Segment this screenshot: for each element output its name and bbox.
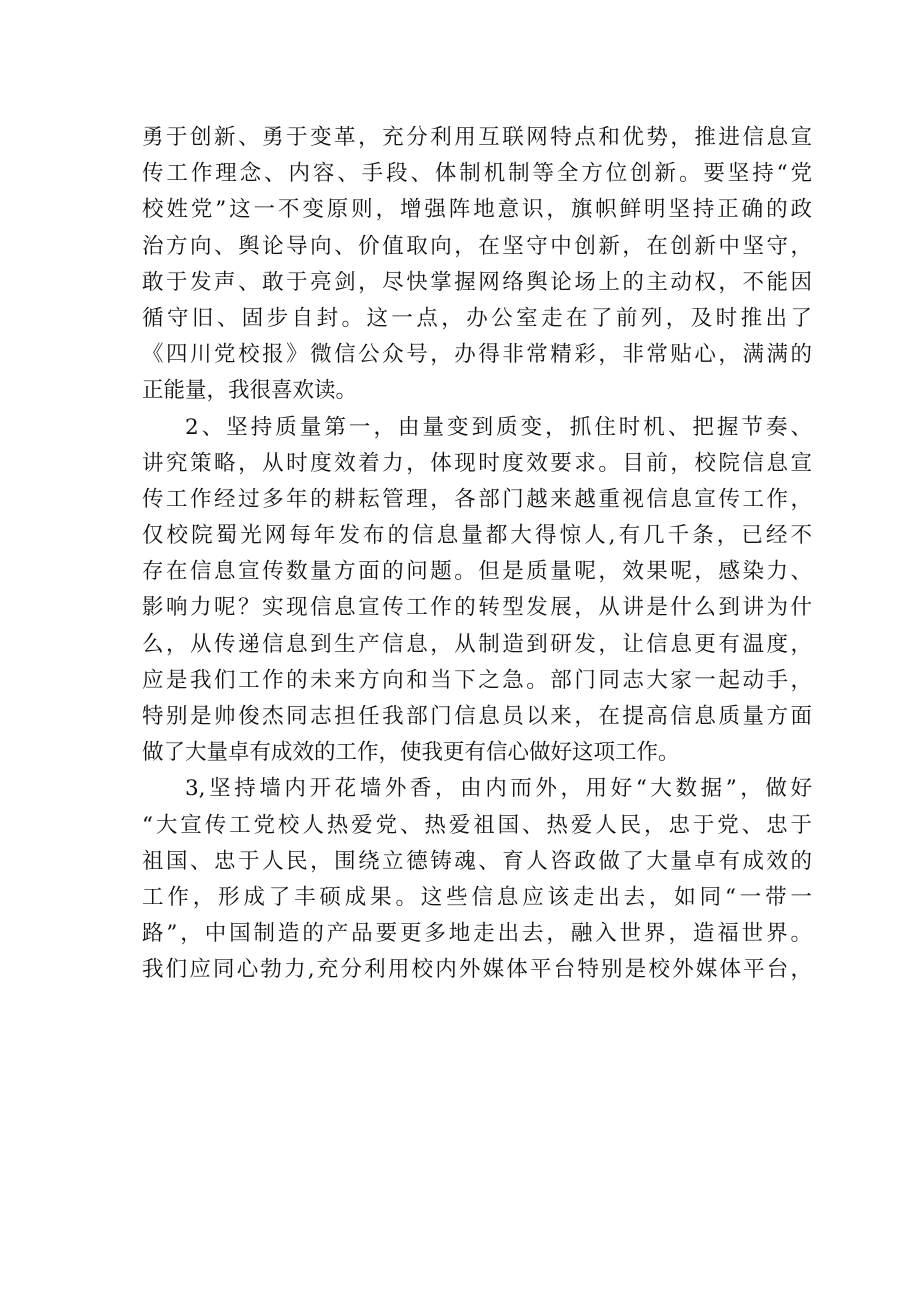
paragraph-2: [142, 410, 812, 772]
text-line: 应是我们工作的未来方向和当下之急。部门同志大家一起动手，: [142, 667, 812, 693]
text-line: 校姓党”这一不变原则，增强阵地意识，旗帜鲜明坚持正确的政: [142, 197, 812, 223]
text-line: 治方向、舆论导向、价值取向，在坚守中创新，在创新中坚守，: [142, 233, 812, 259]
paragraph-3: [142, 771, 812, 988]
text-line: 影响力呢？实现信息宣传工作的转型发展，从讲是什么到讲为什: [142, 595, 812, 621]
text-line: 存在信息宣传数量方面的问题。但是质量呢，效果呢，感染力、: [142, 559, 812, 585]
text-line: 祖国、忠于人民，围绕立德铸魂、育人咨政做了大量卓有成效的: [142, 848, 812, 874]
text-line: 勇于创新、勇于变革，充分利用互联网特点和优势，推进信息宣: [142, 125, 812, 150]
text-line: 2、坚持质量第一，由量变到质变，抓住时机、把握节奏、: [185, 414, 812, 440]
text-line: 特别是帅俊杰同志担任我部门信息员以来，在提高信息质量方面: [142, 704, 812, 729]
text-line: “大宣传工党校人热爱党、热爱祖国、热爱人民，忠于党、忠于: [142, 812, 812, 838]
text-line: 讲究策略，从时度效着力，体现时度效要求。目前，校院信息宣: [142, 450, 812, 476]
text-line: 《四川党校报》微信公众号，办得非常精彩，非常贴心，满满的: [142, 342, 812, 368]
text-line: 3,坚持墙内开花墙外香，由内而外，用好“大数据”，做好: [185, 776, 812, 802]
text-line: 做了大量卓有成效的工作，使我更有信心做好这项工作。: [142, 740, 680, 766]
text-line: 么，从传递信息到生产信息，从制造到研发，让信息更有温度，: [142, 631, 812, 657]
text-line: 循守旧、固步自封。这一点，办公室走在了前列，及时推出了: [142, 305, 812, 331]
text-line: 我们应同心勃力,充分利用校内外媒体平台特别是校外媒体平台，: [142, 957, 812, 983]
document-body: [142, 120, 812, 989]
text-line: 传工作理念、内容、手段、体制机制等全方位创新。要坚持“党: [142, 161, 812, 187]
text-line: 仅校院蜀光网每年发布的信息量都大得惊人,有几千条，已经不: [142, 523, 812, 549]
text-line: 路”，中国制造的产品要更多地走出去，融入世界，造福世界。: [142, 921, 812, 947]
text-line: 传工作经过多年的耕耘管理，各部门越来越重视信息宣传工作，: [142, 486, 812, 512]
text-line: 工作，形成了丰硕成果。这些信息应该走出去，如同“一带一: [142, 884, 812, 910]
paragraph-1: [142, 120, 812, 410]
text-line: 正能量，我很喜欢读。: [142, 378, 358, 404]
text-line: 敢于发声、敢于亮剑，尽快掌握网络舆论场上的主动权，不能因: [142, 269, 812, 295]
